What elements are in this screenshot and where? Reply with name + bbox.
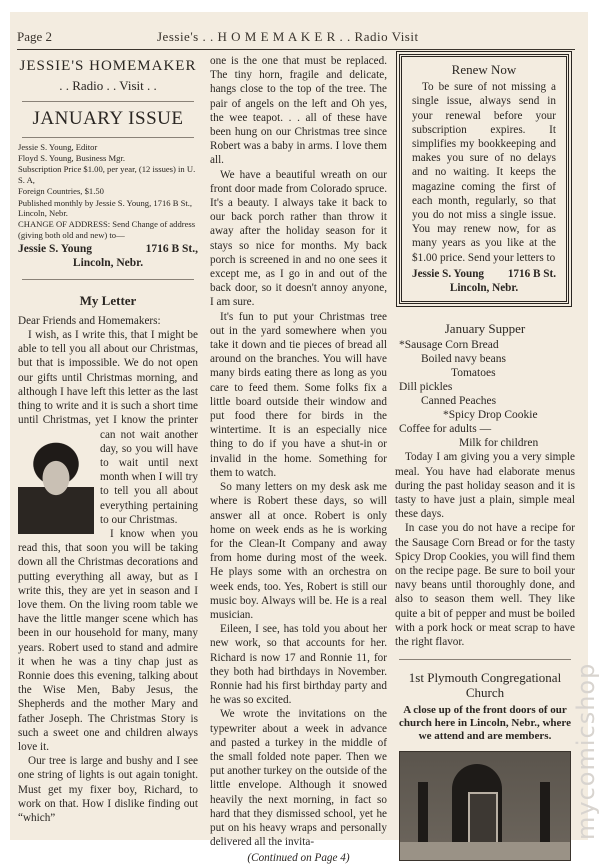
renew-box xyxy=(399,54,569,304)
letter-heading: My Letter xyxy=(79,292,137,308)
credit-foreign: Foreign Countries, $1.50 xyxy=(18,186,104,197)
renew-name: Jessie S. Young xyxy=(412,267,485,280)
church-photo xyxy=(399,751,571,861)
masthead-title: JESSIE'S HOMEMAKER xyxy=(19,58,197,74)
menu-paragraph: In case you do not have a recipe for the Sausage Corn Bread or for the tasty Spicy Drop Cookies, you will find them on the recipe page. Be sure to boil your navy beans until thoroughly done, and also to season them well. They like quite a bit of pepper and must be boiled with a pork hock or meat scrap to have the right flavor. xyxy=(395,522,575,649)
menu-item: Canned Peaches xyxy=(421,395,497,408)
menu-item: *Sausage Corn Bread xyxy=(399,339,499,352)
credits xyxy=(18,142,198,241)
address-city: Lincoln, Nebr. xyxy=(72,257,144,270)
renew-heading: Renew Now xyxy=(451,62,517,77)
credit-change-address: CHANGE OF ADDRESS: Send Change of address (giving both old and new) to— xyxy=(18,219,196,240)
page-header xyxy=(17,27,575,50)
letter-paragraph: Our tree is large and bushy and I see one string of lights is out again tonight. Must get my fixer boy, Richard, to work on that. How I dislike finding out “which” xyxy=(18,755,198,824)
divider xyxy=(399,659,571,660)
column-middle xyxy=(210,54,387,866)
menu-list xyxy=(395,338,575,450)
letter-paragraph: It's fun to put your Christmas tree out in the yard somewhere when you take it down and tie pieces of bread all around on the branches. You will have many birds eating there as long as you care to feed them. Some folks fix a little board outside their window and put food there for birds in the wintertime. It is an especially nice thing to do if you have a shut-in or invalid in the home. Something for them to watch. xyxy=(210,310,387,479)
lamp-post-right xyxy=(540,782,550,842)
credit-business: Floyd S. Young, Business Mgr. xyxy=(18,153,125,164)
letter-paragraph: We wrote the invitations on the typewriter about a week in advance and pasted a turkey in the middle of the small folded note paper. Then we put another turkey on the outside of the little envelope. Although it snowed heavily the next morning, in fact so hard that they dismissed school, yet he put on his heavy wraps and personally delivered all the invita- xyxy=(210,708,387,849)
issue-title: JANUARY ISSUE xyxy=(32,108,184,130)
letter-paragraph: I know when you read this, that soon you will be taking down all the Christmas decorations and putting everything all away, but as I write this, they are yet in season and I love them. On the living room table we have the little manger scene which has been in our household for many, many years. Robert used to stand and admire it when he was a tiny chap just as Ronnie does this evening, talking about the Wise Men, Baby Jesus, the Shepherds and the mother Mary and father Joseph. The Christmas Story is such a sweet one and children always love it. xyxy=(18,527,198,753)
renew-body: To be sure of not missing a single issue, always send in your renewal before your subscription expires. It simplifies my bookkeeping and makes you sure of no delays and no waiting. It keeps the magazine coming the first of each month, regularly, so that you do not miss a single issue. You may renew now, for as many years as you like at the $1.00 price. Send your letters to xyxy=(412,81,556,264)
letter-paragraph: We have a beautiful wreath on our front door made from Colorado spruce. It's a beauty. I always take it back to our back porch rather than throw it away after the holiday season for it stays so nice for months. My back porch is screened in and no one sees it except me, as I go in and out of the back door, so it doesn't annoy anyone, I am sure. xyxy=(210,168,387,309)
menu-item: Boiled navy beans xyxy=(421,353,506,366)
lamp-post-left xyxy=(418,782,428,842)
divider xyxy=(22,101,194,102)
column-left xyxy=(18,54,198,825)
menu-item: Coffee for adults — xyxy=(399,423,492,436)
credit-price: Subscription Price $1.00, per year, (12 issues) in U. S. A, xyxy=(18,164,196,185)
letter-paragraph: So many letters on my desk ask me where is Robert these days, so will answer all at once. Robert is only home on week ends as he is working for the Clean-It Company and away from home during most of the week. He plays some with an orchestra on week ends, too. Yes, Robert is still our music boy. Always will be. He is a real musician. xyxy=(210,481,387,621)
continued-note: (Continued on Page 4) xyxy=(247,852,350,865)
menu-heading: January Supper xyxy=(444,321,526,337)
church-heading: 1st Plymouth Congregational Church xyxy=(408,670,562,701)
renew-city: Lincoln, Nebr. xyxy=(449,282,519,295)
divider xyxy=(22,279,194,280)
church-caption: A close up of the front doors of our church here in Lincoln, Nebr., where we attend and are members. xyxy=(399,704,571,743)
menu-item: Tomatoes xyxy=(451,367,496,380)
running-title: Jessie's . . H O M E M A K E R . . Radio Visit xyxy=(157,29,419,44)
address-street: 1716 B St., xyxy=(145,243,198,256)
credit-published: Published monthly by Jessie S. Young, 1716 B St., Lincoln, Nebr. xyxy=(18,197,193,219)
church-door xyxy=(468,792,498,846)
letter-paragraph: Eileen, I see, has told you about her new work, so that accounts for her. Richard is now 17 and Ronnie 11, for they both had birthdays in November. Ronnie had his first birthday party and he was so excited. xyxy=(210,623,387,707)
menu-item: Dill pickles xyxy=(399,381,453,394)
renew-street: 1716 B St. xyxy=(507,267,556,280)
menu-paragraph: Today I am giving you a very simple meal. You have had elaborate menus during the past holiday season and it is tasty to have just a plain, simple meal these days. xyxy=(395,451,575,521)
magazine-page xyxy=(10,12,588,865)
column-right xyxy=(395,54,575,861)
watermark: mycomicshop xyxy=(572,662,600,840)
divider xyxy=(22,137,194,138)
masthead-subtitle: . . Radio . . Visit . . xyxy=(59,78,157,94)
renew-address xyxy=(412,267,556,281)
church-ground xyxy=(400,842,570,860)
masthead-address xyxy=(18,242,198,256)
letter-paragraph: I wish, as I write this, that I might be able to tell you all about our Christmas, but that is impossible. We do not open our gifts until Christmas morning, and although I have left this letter as the last thing to write and it is such a short time until Christmas, yet I know the printer can not wait another day, so you will have to wait until next month when I will try to tell you all about everything pertaining to our Christmas. xyxy=(18,328,198,527)
menu-item: Milk for children xyxy=(459,437,539,450)
letter-salutation: Dear Friends and Homemakers: xyxy=(18,314,161,327)
portrait-photo xyxy=(18,430,94,534)
letter-paragraph: one is the one that must be replaced. The tiny horn, fragile and delicate, hangs close to the top of the tree. The pair of angels on the left and Oh yes, the wee teapot. . . all of these have been hung on our Christmas tree since Robert was a baby in arms. I love them all. xyxy=(210,55,387,167)
credit-editor: Jessie S. Young, Editor xyxy=(18,141,98,152)
address-name: Jessie S. Young xyxy=(18,243,93,256)
page-number: Page 2 xyxy=(17,29,53,44)
menu-item: *Spicy Drop Cookie xyxy=(443,409,538,422)
